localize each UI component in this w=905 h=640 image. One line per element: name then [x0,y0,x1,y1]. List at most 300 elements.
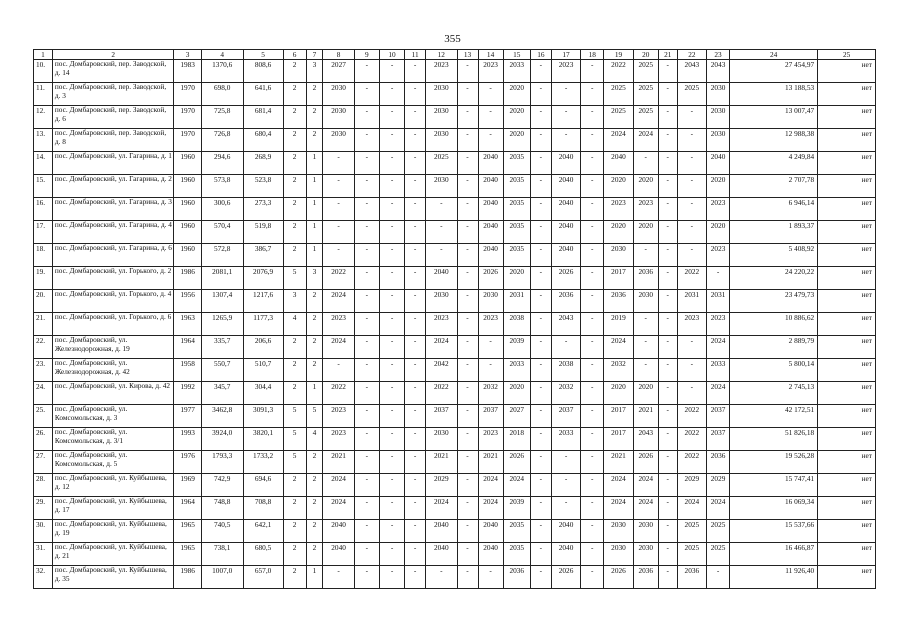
table-cell: - [354,566,379,589]
table-cell: 2 [306,336,323,359]
row-number-cell: 20. [34,290,53,313]
table-cell: 550,7 [201,359,243,382]
table-cell: 2030 [604,520,633,543]
table-cell: 2 [283,566,306,589]
table-row [34,359,876,382]
table-cell: 708,8 [243,497,283,520]
table-cell: 510,7 [243,359,283,382]
table-cell: 2 [283,129,306,152]
table-cell: 2023 [677,313,706,336]
column-header: 20 [633,50,658,60]
table-cell: 2032 [604,359,633,382]
address-cell: пос. Домбаровский, ул. Куйбышева, д. 17 [52,497,174,520]
table-cell: 1965 [174,520,201,543]
table-cell: 2022 [323,382,354,405]
table-cell: 2023 [707,313,730,336]
table-cell: 2030 [323,106,354,129]
table-cell: 2025 [677,520,706,543]
table-cell: 2 [283,497,306,520]
table-cell: 2030 [633,543,658,566]
table-cell: - [530,267,551,290]
table-cell: 2040 [551,520,580,543]
table-cell: 2039 [503,497,530,520]
table-cell: 2020 [604,221,633,244]
table-cell: 2032 [478,382,503,405]
address-cell: пос. Домбаровский, ул. Горького, д. 2 [52,267,174,290]
cost-cell: 42 172,51 [730,405,818,428]
table-cell: 2 [283,60,306,83]
table-cell: 2030 [633,520,658,543]
table-cell: - [658,290,677,313]
table-cell: - [530,497,551,520]
table-row [34,83,876,106]
table-cell: 519,8 [243,221,283,244]
table-cell: 2 [306,497,323,520]
table-cell: - [658,152,677,175]
table-cell: 2040 [707,152,730,175]
table-cell: 2040 [551,152,580,175]
table-cell: 1 [306,244,323,267]
table-cell: 2040 [478,543,503,566]
column-header: 11 [405,50,426,60]
table-cell: - [658,267,677,290]
table-row [34,152,876,175]
table-cell: 2024 [604,474,633,497]
table-cell: 2023 [323,428,354,451]
table-cell: 2030 [426,428,457,451]
table-cell: - [677,152,706,175]
column-header: 19 [604,50,633,60]
table-cell: - [405,83,426,106]
column-header: 10 [379,50,404,60]
table-cell: 5 [306,405,323,428]
table-cell: - [581,520,604,543]
cost-cell: 13 188,53 [730,83,818,106]
status-cell: нет [818,106,876,129]
table-cell: - [677,359,706,382]
table-cell: - [551,336,580,359]
status-cell: нет [818,405,876,428]
table-cell: - [405,451,426,474]
address-cell: пос. Домбаровский, ул. Куйбышева, д. 12 [52,474,174,497]
table-cell: 1965 [174,543,201,566]
column-header: 15 [503,50,530,60]
table-cell: 2025 [633,106,658,129]
table-cell: 2036 [551,290,580,313]
table-cell: 206,6 [243,336,283,359]
table-cell: - [323,198,354,221]
table-cell: 2030 [604,244,633,267]
table-cell: 2037 [426,405,457,428]
address-cell: пос. Домбаровский, ул. Куйбышева, д. 21 [52,543,174,566]
cost-cell: 10 886,62 [730,313,818,336]
table-cell: - [478,336,503,359]
table-cell: - [457,566,478,589]
table-cell: - [405,382,426,405]
table-cell: - [581,497,604,520]
table-cell: 2027 [323,60,354,83]
table-cell: 2024 [633,129,658,152]
table-cell: - [478,359,503,382]
table-cell: 2030 [426,290,457,313]
table-cell: 2040 [478,520,503,543]
table-cell: 2 [283,336,306,359]
table-cell: 2018 [503,428,530,451]
status-cell: нет [818,428,876,451]
cost-cell: 6 946,14 [730,198,818,221]
table-cell: - [658,428,677,451]
table-cell: 1964 [174,336,201,359]
cost-cell: 16 069,34 [730,497,818,520]
table-cell: - [633,313,658,336]
table-cell: 2040 [478,244,503,267]
table-cell: 2 [283,152,306,175]
table-cell: - [457,221,478,244]
table-cell: 2026 [633,451,658,474]
table-cell: - [323,221,354,244]
table-cell: - [354,106,379,129]
table-cell: 5 [283,267,306,290]
table-row [34,474,876,497]
column-header: 21 [658,50,677,60]
table-cell: - [405,474,426,497]
table-cell: 2024 [323,497,354,520]
table-cell: 2040 [551,175,580,198]
table-cell: 2025 [707,520,730,543]
table-cell: - [323,175,354,198]
status-cell: нет [818,451,876,474]
table-cell: 2017 [604,428,633,451]
cost-cell: 1 893,37 [730,221,818,244]
table-cell: - [379,336,404,359]
table-cell: - [354,359,379,382]
address-cell: пос. Домбаровский, ул. Железнодорожная, д. 42 [52,359,174,382]
table-cell: - [677,106,706,129]
status-cell: нет [818,83,876,106]
table-cell: 2 [283,106,306,129]
table-cell: - [581,474,604,497]
table-cell: - [530,359,551,382]
table-cell: 304,4 [243,382,283,405]
row-number-cell: 31. [34,543,53,566]
table-cell: 2020 [707,221,730,244]
table-cell: - [426,198,457,221]
table-cell: - [457,152,478,175]
table-cell: 2043 [551,313,580,336]
cost-cell: 51 826,18 [730,428,818,451]
cost-cell: 2 745,13 [730,382,818,405]
table-cell: 2040 [323,543,354,566]
table-cell: 2030 [707,83,730,106]
column-header: 14 [478,50,503,60]
table-cell: 2036 [677,566,706,589]
status-cell: нет [818,520,876,543]
table-cell: 2020 [633,221,658,244]
table-cell: 2026 [503,451,530,474]
table-cell: - [457,543,478,566]
table-cell: - [354,290,379,313]
table-cell: 641,6 [243,83,283,106]
table-cell: - [354,428,379,451]
table-cell: - [457,267,478,290]
table-cell: 2025 [677,83,706,106]
table-cell: 2030 [604,543,633,566]
table-cell: 335,7 [201,336,243,359]
table-cell: 2039 [503,336,530,359]
table-cell: 2021 [426,451,457,474]
table-cell: 1964 [174,497,201,520]
table-cell: - [379,497,404,520]
table-cell: 2037 [478,405,503,428]
table-cell: - [405,405,426,428]
table-cell: - [530,221,551,244]
table-cell: - [354,83,379,106]
cost-cell: 13 007,47 [730,106,818,129]
table-cell: 2021 [604,451,633,474]
table-cell: 2 [283,382,306,405]
table-cell: 2023 [323,313,354,336]
table-cell: 3924,0 [201,428,243,451]
table-cell: - [405,244,426,267]
table-cell: 2040 [478,221,503,244]
table-cell: - [379,428,404,451]
table-cell: 2036 [604,290,633,313]
column-header: 5 [243,50,283,60]
table-cell: 2040 [604,152,633,175]
row-number-cell: 13. [34,129,53,152]
table-cell: 2026 [478,267,503,290]
column-header: 7 [306,50,323,60]
table-cell: 2040 [551,543,580,566]
table-cell: 3 [306,267,323,290]
table-cell: 681,4 [243,106,283,129]
column-header: 13 [457,50,478,60]
table-cell: - [530,175,551,198]
table-cell: 2035 [503,175,530,198]
table-cell: 2030 [426,175,457,198]
table-cell: - [677,382,706,405]
table-row [34,520,876,543]
table-cell: 742,9 [201,474,243,497]
table-cell: 1 [306,566,323,589]
table-cell: - [426,221,457,244]
housing-table [33,49,876,589]
status-cell: нет [818,543,876,566]
table-cell: - [354,244,379,267]
table-cell: 2035 [503,520,530,543]
table-cell: - [551,497,580,520]
table-cell: 2 [283,175,306,198]
table-cell: - [457,60,478,83]
table-cell: 2024 [323,336,354,359]
table-cell: - [530,405,551,428]
table-row [34,175,876,198]
column-header: 9 [354,50,379,60]
table-cell: - [551,474,580,497]
address-cell: пос. Домбаровский, ул. Кирова, д. 42 [52,382,174,405]
table-cell: - [379,474,404,497]
table-cell: 2030 [323,83,354,106]
table-cell: - [457,244,478,267]
table-cell: - [379,152,404,175]
table-cell: - [658,566,677,589]
table-cell: 5 [283,428,306,451]
table-cell: 2022 [604,60,633,83]
table-cell: 2020 [707,175,730,198]
table-cell: 2025 [633,60,658,83]
table-cell: - [323,566,354,589]
table-cell: 2036 [503,566,530,589]
table-cell: 2024 [707,382,730,405]
table-cell: 2019 [604,313,633,336]
table-cell: - [633,359,658,382]
table-cell: - [457,198,478,221]
table-cell: - [354,221,379,244]
table-cell: 2020 [503,129,530,152]
column-header: 4 [201,50,243,60]
table-cell: - [658,313,677,336]
table-cell: 2038 [551,359,580,382]
table-cell: 2024 [426,336,457,359]
cost-cell: 23 479,73 [730,290,818,313]
table-cell: 273,3 [243,198,283,221]
table-cell: 1 [306,221,323,244]
table-cell: 2025 [633,83,658,106]
table-cell: - [354,336,379,359]
row-number-cell: 23. [34,359,53,382]
table-cell: 808,6 [243,60,283,83]
table-cell: 2023 [707,244,730,267]
table-cell: 4 [283,313,306,336]
table-cell: 2024 [323,290,354,313]
column-header: 17 [551,50,580,60]
cost-cell: 24 220,22 [730,267,818,290]
table-cell: - [530,566,551,589]
table-cell: - [379,106,404,129]
table-cell: - [405,359,426,382]
table-cell: 680,4 [243,129,283,152]
table-cell: 2023 [478,428,503,451]
status-cell: нет [818,382,876,405]
table-cell: 1 [306,198,323,221]
table-cell: - [457,106,478,129]
table-cell: 3 [306,60,323,83]
table-cell: 2020 [604,382,633,405]
table-cell: - [457,175,478,198]
table-cell: 2029 [707,474,730,497]
table-cell: 2031 [677,290,706,313]
table-cell: 2020 [503,83,530,106]
table-cell: 2024 [707,497,730,520]
table-cell: 2 [283,543,306,566]
table-cell: 345,7 [201,382,243,405]
table-cell: 1970 [174,106,201,129]
address-cell: пос. Домбаровский, ул. Комсомольская, д. 5 [52,451,174,474]
table-cell: - [457,313,478,336]
table-cell: - [354,175,379,198]
table-cell: 2025 [426,152,457,175]
table-row [34,221,876,244]
address-cell: пос. Домбаровский, ул. Гагарина, д. 4 [52,221,174,244]
table-cell: - [457,83,478,106]
table-cell: - [478,129,503,152]
table-cell: 2 [306,474,323,497]
table-cell: - [551,129,580,152]
column-header: 25 [818,50,876,60]
table-cell: 2040 [478,175,503,198]
address-cell: пос. Домбаровский, ул. Гагарина, д. 2 [52,175,174,198]
table-cell: - [530,428,551,451]
table-cell: 294,6 [201,152,243,175]
table-cell: 1177,3 [243,313,283,336]
table-cell: - [633,336,658,359]
cost-cell: 12 988,38 [730,129,818,152]
table-cell: - [658,60,677,83]
table-cell: - [658,244,677,267]
table-cell: 2035 [503,543,530,566]
table-cell: 740,5 [201,520,243,543]
table-cell: 3091,3 [243,405,283,428]
status-cell: нет [818,267,876,290]
table-cell: - [581,175,604,198]
row-number-cell: 21. [34,313,53,336]
table-cell: 698,0 [201,83,243,106]
table-cell: 2023 [604,198,633,221]
table-cell: 1958 [174,359,201,382]
table-cell: - [633,152,658,175]
table-cell: 2024 [633,474,658,497]
table-cell: 5 [283,405,306,428]
table-cell: 2043 [633,428,658,451]
table-cell: 2024 [677,497,706,520]
table-cell: 2040 [551,244,580,267]
table-cell: - [707,566,730,589]
table-row [34,566,876,589]
table-cell: 570,4 [201,221,243,244]
table-cell: - [677,175,706,198]
cost-cell: 15 747,41 [730,474,818,497]
table-cell: 3462,8 [201,405,243,428]
status-cell: нет [818,60,876,83]
table-cell: 2024 [604,336,633,359]
table-cell: - [581,566,604,589]
table-cell: - [379,520,404,543]
table-cell: 2023 [478,60,503,83]
table-cell: 1 [306,175,323,198]
column-header: 8 [323,50,354,60]
table-cell: - [405,566,426,589]
address-cell: пос. Домбаровский, ул. Гагарина, д. 6 [52,244,174,267]
table-cell: - [354,474,379,497]
table-cell: 2043 [707,60,730,83]
status-cell: нет [818,175,876,198]
table-cell: 726,8 [201,129,243,152]
row-number-cell: 14. [34,152,53,175]
table-cell: 2033 [503,60,530,83]
table-cell: - [354,543,379,566]
table-cell: 2042 [426,359,457,382]
table-cell: - [658,474,677,497]
table-cell: - [530,244,551,267]
table-cell: - [581,221,604,244]
table-cell: - [457,520,478,543]
table-row [34,451,876,474]
table-cell: - [405,221,426,244]
table-cell: - [581,359,604,382]
row-number-cell: 29. [34,497,53,520]
table-cell: - [354,405,379,428]
table-cell: - [658,520,677,543]
